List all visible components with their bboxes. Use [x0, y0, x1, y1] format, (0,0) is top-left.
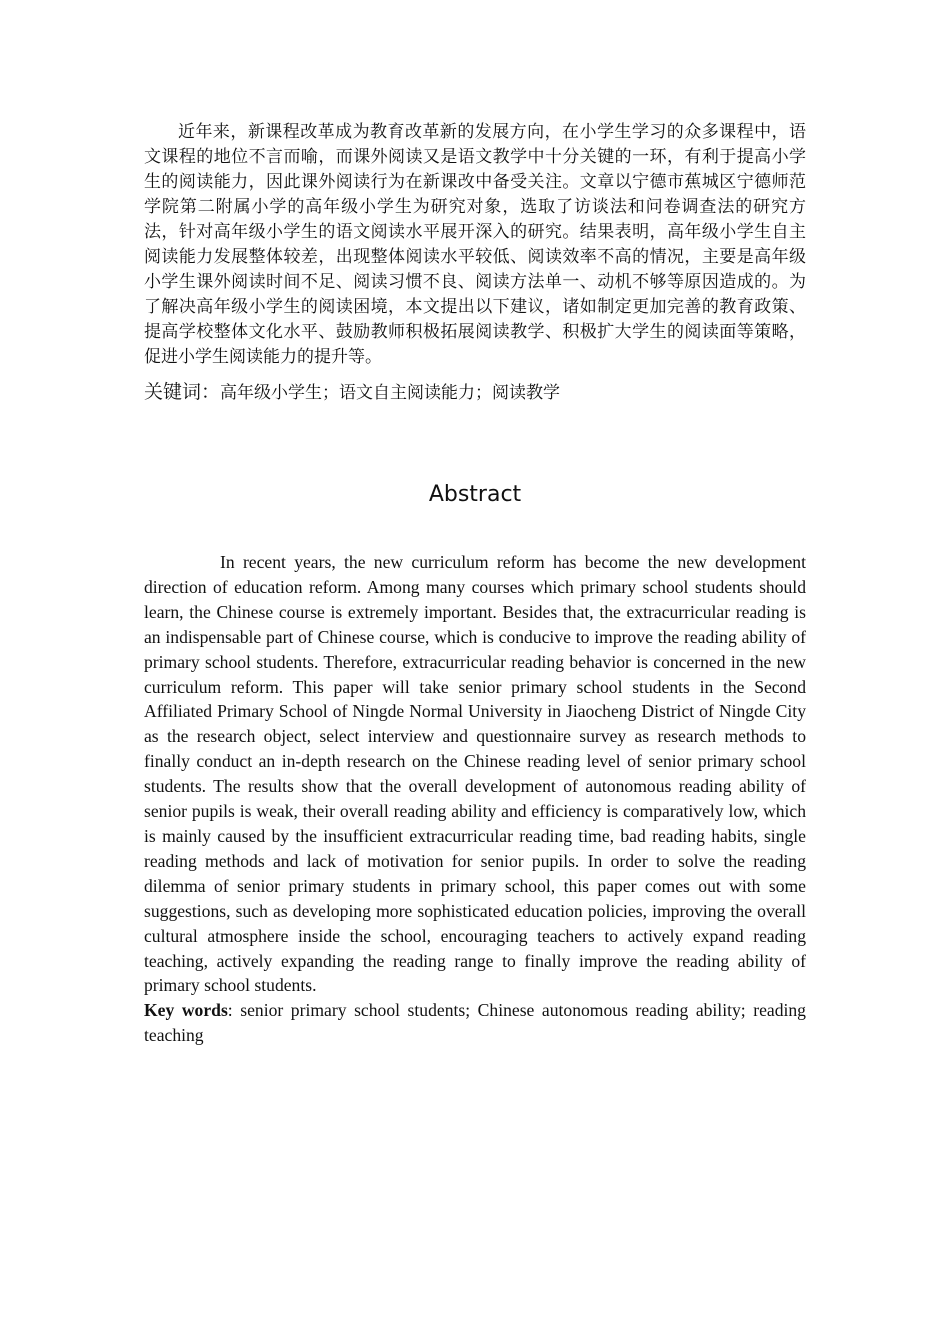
chinese-abstract-paragraph: 近年来，新课程改革成为教育改革新的发展方向，在小学生学习的众多课程中，语文课程的地位不言而喻，而课外阅读又是语文教学中十分关键的一环，有利于提高小学生的阅读能力，因此课外阅读行为在新课改中备受关注。文章以宁德市蕉城区宁德师范学院第二附属小学的高年级小学生为研究对象，选取了访谈法和问卷调查法的研究方法，针对高年级小学生的语文阅读水平展开深入的研究。结果表明，高年级小学生自主阅读能力发展整体较差，出现整体阅读水平较低、阅读效率不高的情况，主要是高年级小学生课外阅读时间不足、阅读习惯不良、阅读方法单一、动机不够等原因造成的。为了解决高年级小学生的阅读困境，本文提出以下建议，诸如制定更加完善的教育政策、提高学校整体文化水平、鼓励教师积极拓展阅读教学、积极扩大学生的阅读面等策略，促进小学生阅读能力的提升等。 [144, 122, 806, 367]
english-abstract-paragraph: In recent years, the new curriculum reform has become the new development direction of education reform. Among many courses which primary school students should learn, the Chinese course is extremely important. Besides that, the extracurricular reading is an indispensable part of Chinese course, which is conducive to improve the reading ability of primary school students. Therefore, extracurricular reading behavior is concerned in the new curriculum reform. This paper will take senior primary school students in the Second Affiliated Primary School of Ningde Normal University in Jiaocheng District of Ningde City as the research object, select interview and questionnaire survey as research methods to finally conduct an in-depth research on the Chinese reading level of senior primary school students. The results show that the overall development of autonomous reading ability of senior pupils is weak, their overall reading ability and efficiency is comparatively low, which is mainly caused by the insufficient extracurricular reading time, bad reading habits, single reading methods and lack of motivation for senior pupils. In order to solve the reading dilemma of senior primary students in primary school, this paper comes out with some suggestions, such as developing more sophisticated education policies, improving the overall cultural atmosphere inside the school, encouraging teachers to actively expand reading teaching, actively expanding the reading range to finally improve the reading ability of primary school students. [144, 552, 806, 996]
document-page [144, 120, 806, 1048]
chinese-keywords [144, 380, 806, 406]
chinese-keywords-list: 高年级小学生；语文自主阅读能力；阅读教学 [220, 383, 561, 403]
english-keywords [144, 998, 806, 1048]
abstract-heading: Abstract [428, 482, 522, 507]
english-keywords-list: senior primary school students; Chinese autonomous reading ability; reading teaching [144, 1000, 806, 1046]
english-keywords-separator: : [227, 1000, 241, 1021]
chinese-keywords-label: 关键词： [144, 381, 221, 403]
english-keywords-label: Key words [144, 1000, 228, 1021]
